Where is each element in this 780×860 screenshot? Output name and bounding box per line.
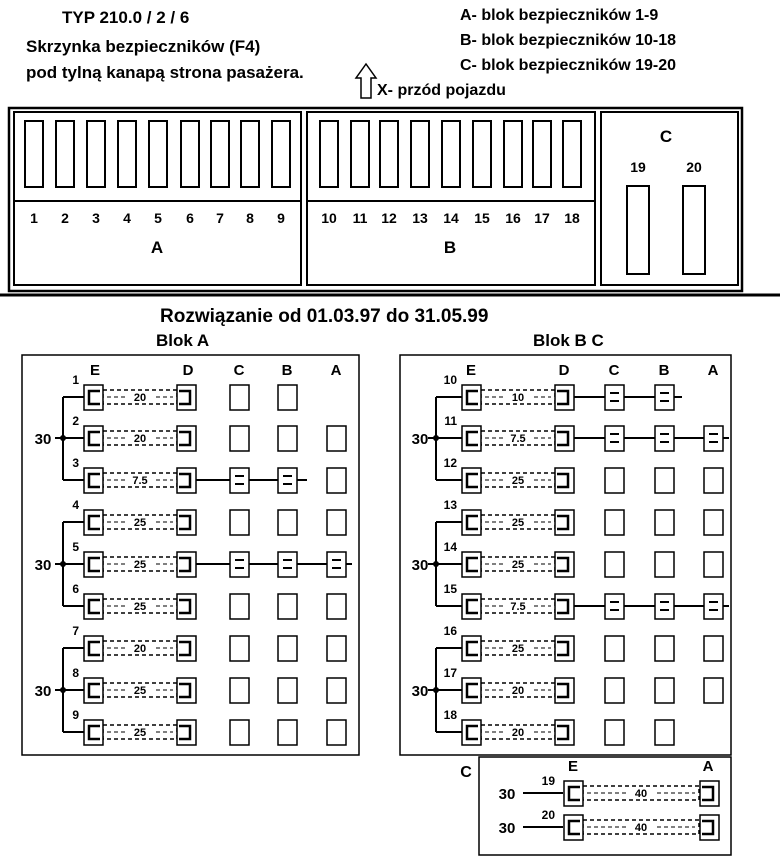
fuse-11	[481, 431, 555, 445]
column-header-e: E	[567, 758, 579, 775]
fuse-row-20	[499, 808, 719, 840]
fuse-number: 19	[541, 774, 555, 788]
block-b-label: B	[443, 238, 457, 257]
panel-block-a	[22, 355, 359, 755]
socket-e	[84, 385, 103, 410]
column-header-b: B	[658, 362, 670, 379]
socket-d	[700, 815, 719, 840]
fuse-number: 14	[443, 540, 457, 554]
fuse-row-19	[499, 774, 719, 806]
fuse-rating: 25	[511, 559, 525, 571]
slot-number-6: 6	[186, 210, 194, 226]
slot-c-bridged	[230, 552, 249, 577]
fuse-number: 5	[72, 540, 79, 554]
slot-fuse-10	[320, 121, 338, 187]
slot-fuse-15	[473, 121, 491, 187]
feed-label-30: 30	[498, 786, 516, 803]
fuse-row-4	[63, 498, 346, 535]
socket-e	[84, 636, 103, 661]
slot-fuse-12	[380, 121, 398, 187]
slot-b	[278, 720, 297, 745]
socket-e	[84, 594, 103, 619]
slot-number-15: 15	[474, 210, 490, 226]
slot-c	[230, 678, 249, 703]
fuse-row-13	[436, 498, 723, 535]
slot-number-16: 16	[505, 210, 521, 226]
slot-b	[278, 426, 297, 451]
fuse-number: 8	[72, 666, 79, 680]
slot-c	[605, 636, 624, 661]
slot-c-bridged	[605, 426, 624, 451]
socket-e	[462, 552, 481, 577]
fuse-1	[103, 390, 177, 404]
column-header-c: C	[608, 362, 620, 379]
fuse-rating: 25	[133, 685, 147, 697]
fuse-row-3	[63, 456, 346, 493]
socket-d	[555, 468, 574, 493]
slot-c	[605, 678, 624, 703]
fuse-15	[481, 599, 555, 613]
fuse-rating: 25	[133, 727, 147, 739]
fuse-row-7	[63, 624, 346, 661]
fuse-number: 15	[443, 582, 457, 596]
panel-c-label: C	[460, 764, 472, 781]
slot-c	[230, 594, 249, 619]
slot-fuse-14	[442, 121, 460, 187]
slot-b	[278, 678, 297, 703]
fuse-5	[103, 557, 177, 571]
slot-fuse-20	[683, 186, 705, 274]
socket-d	[555, 552, 574, 577]
panel-c-outline	[479, 757, 731, 855]
slot-number-14: 14	[443, 210, 459, 226]
slot-fuse-2	[56, 121, 74, 187]
socket-d	[177, 594, 196, 619]
slot-a	[327, 636, 346, 661]
socket-d	[700, 781, 719, 806]
socket-d	[555, 678, 574, 703]
column-header-b: B	[281, 362, 293, 379]
panel-bc-title: Blok B C	[533, 331, 604, 350]
fuse-row-16	[436, 624, 723, 661]
feed-label-30: 30	[411, 557, 429, 574]
slot-a-bridged	[704, 426, 723, 451]
slot-a	[704, 510, 723, 535]
socket-e	[84, 678, 103, 703]
slot-number-20: 20	[686, 159, 702, 175]
feed-label-30: 30	[498, 820, 516, 837]
fuse-12	[481, 473, 555, 487]
slot-fuse-4	[118, 121, 136, 187]
fuse-number: 4	[72, 498, 79, 512]
block-a-label: A	[150, 238, 164, 257]
socket-e	[84, 468, 103, 493]
socket-d	[177, 678, 196, 703]
slot-a	[327, 678, 346, 703]
slot-number-3: 3	[92, 210, 100, 226]
slot-fuse-6	[181, 121, 199, 187]
slot-b-bridged	[278, 468, 297, 493]
socket-e	[462, 720, 481, 745]
socket-d	[555, 385, 574, 410]
fuse-number: 13	[443, 498, 457, 512]
slot-b	[278, 385, 297, 410]
slot-b	[655, 552, 674, 577]
slot-fuse-8	[241, 121, 259, 187]
box-location-line1: Skrzynka bezpieczników (F4)	[26, 37, 261, 56]
fuse-rating: 20	[511, 685, 525, 697]
fuse-number: 10	[443, 373, 457, 387]
slot-number-19: 19	[630, 159, 646, 175]
fuse-3	[103, 473, 177, 487]
slot-a	[327, 510, 346, 535]
slot-b	[655, 720, 674, 745]
front-arrow-icon	[356, 64, 376, 98]
slot-number-13: 13	[412, 210, 428, 226]
slot-c	[230, 426, 249, 451]
socket-e	[564, 815, 583, 840]
fuse-6	[103, 599, 177, 613]
slot-number-4: 4	[123, 210, 131, 226]
socket-e	[462, 426, 481, 451]
slot-b	[278, 510, 297, 535]
fuse-20	[583, 820, 699, 834]
fuse-rating: 10	[511, 392, 525, 404]
column-header-a: A	[330, 362, 342, 379]
slot-c	[605, 468, 624, 493]
fuse-row-17	[436, 666, 723, 703]
fuse-rating: 20	[133, 433, 147, 445]
slot-a	[327, 468, 346, 493]
socket-d	[177, 636, 196, 661]
slot-fuse-13	[411, 121, 429, 187]
fuse-rating: 20	[511, 727, 525, 739]
solution-title: Rozwiązanie od 01.03.97 do 31.05.99	[160, 306, 489, 327]
fuse-16	[481, 641, 555, 655]
fuse-number: 12	[443, 456, 457, 470]
slot-c-bridged	[230, 468, 249, 493]
socket-e	[462, 510, 481, 535]
socket-d	[555, 594, 574, 619]
slot-number-12: 12	[381, 210, 397, 226]
slot-b	[655, 468, 674, 493]
fuse-rating: 40	[634, 822, 648, 834]
feed-label-30: 30	[34, 557, 52, 574]
slot-fuse-11	[351, 121, 369, 187]
fuse-row-2	[63, 414, 346, 451]
column-header-e: E	[465, 362, 477, 379]
socket-e	[84, 552, 103, 577]
slot-fuse-1	[25, 121, 43, 187]
slot-number-1: 1	[30, 210, 38, 226]
slot-fuse-16	[504, 121, 522, 187]
fuse-row-11	[436, 414, 729, 451]
column-header-d: D	[558, 362, 570, 379]
slot-fuse-3	[87, 121, 105, 187]
fuse-rating: 7.5	[510, 433, 526, 445]
slot-b	[655, 636, 674, 661]
socket-e	[462, 678, 481, 703]
slot-a	[327, 426, 346, 451]
slot-a-bridged	[704, 594, 723, 619]
socket-e	[462, 594, 481, 619]
fuse-rating: 7.5	[132, 475, 148, 487]
fuse-18	[481, 725, 555, 739]
legend-block-c: C- blok bezpieczników 19-20	[460, 57, 677, 74]
column-header-a: A	[702, 758, 714, 775]
legend-block-a: A- blok bezpieczników 1-9	[460, 7, 659, 24]
slot-number-18: 18	[564, 210, 580, 226]
socket-e	[564, 781, 583, 806]
slot-fuse-5	[149, 121, 167, 187]
slot-c	[230, 510, 249, 535]
socket-d	[555, 510, 574, 535]
slot-c	[230, 636, 249, 661]
fuse-number: 7	[72, 624, 79, 638]
slot-number-2: 2	[61, 210, 69, 226]
slot-number-9: 9	[277, 210, 285, 226]
fuse-10	[481, 390, 555, 404]
fuse-row-12	[436, 456, 723, 493]
slot-number-7: 7	[216, 210, 224, 226]
slot-c-bridged	[605, 385, 624, 410]
panel-block-bc	[400, 355, 731, 755]
socket-d	[177, 510, 196, 535]
fuse-row-6	[63, 582, 346, 619]
fuse-row-5	[63, 540, 352, 577]
fuse-rating: 25	[511, 643, 525, 655]
fuse-row-9	[63, 708, 346, 745]
fuse-number: 3	[72, 456, 79, 470]
slot-b	[278, 594, 297, 619]
fuse-7	[103, 641, 177, 655]
slot-fuse-18	[563, 121, 581, 187]
slot-a	[704, 468, 723, 493]
column-header-d: D	[182, 362, 194, 379]
column-header-e: E	[89, 362, 101, 379]
slot-fuse-9	[272, 121, 290, 187]
socket-d	[555, 426, 574, 451]
fuse-13	[481, 515, 555, 529]
fuse-rating: 20	[133, 643, 147, 655]
socket-e	[84, 720, 103, 745]
fuse-8	[103, 683, 177, 697]
slot-a	[327, 720, 346, 745]
slot-c	[230, 385, 249, 410]
slot-a	[327, 594, 346, 619]
fuse-number: 18	[443, 708, 457, 722]
panel-block-c	[460, 757, 731, 855]
socket-e	[84, 426, 103, 451]
fuse-number: 9	[72, 708, 79, 722]
fuse-row-15	[436, 582, 729, 619]
feed-label-30: 30	[34, 431, 52, 448]
slot-c	[605, 510, 624, 535]
slot-c	[605, 552, 624, 577]
socket-d	[177, 720, 196, 745]
slot-b-bridged	[278, 552, 297, 577]
slot-b	[655, 678, 674, 703]
column-header-c: C	[233, 362, 245, 379]
fuse-2	[103, 431, 177, 445]
slot-b-bridged	[655, 426, 674, 451]
slot-number-11: 11	[352, 210, 368, 226]
column-header-a: A	[707, 362, 719, 379]
socket-d	[555, 720, 574, 745]
socket-d	[555, 636, 574, 661]
socket-d	[177, 468, 196, 493]
fuse-rating: 40	[634, 788, 648, 800]
slot-number-5: 5	[154, 210, 162, 226]
fuse-box-overview	[9, 108, 742, 291]
fuse-19	[583, 786, 699, 800]
slot-fuse-19	[627, 186, 649, 274]
fuse-row-8	[63, 666, 346, 703]
slot-a	[704, 678, 723, 703]
model-code: TYP 210.0 / 2 / 6	[62, 8, 190, 27]
fuse-17	[481, 683, 555, 697]
fuse-4	[103, 515, 177, 529]
socket-d	[177, 552, 196, 577]
slot-c-bridged	[605, 594, 624, 619]
panel-a-title: Blok A	[156, 331, 210, 350]
slot-c	[230, 720, 249, 745]
feed-label-30: 30	[411, 431, 429, 448]
fuse-number: 20	[541, 808, 555, 822]
fuse-number: 17	[443, 666, 457, 680]
slot-a	[704, 552, 723, 577]
slot-number-10: 10	[321, 210, 337, 226]
fuse-row-14	[436, 540, 723, 577]
socket-d	[177, 426, 196, 451]
fuse-rating: 20	[133, 392, 147, 404]
fuse-rating: 25	[133, 601, 147, 613]
fuse-rating: 7.5	[510, 601, 526, 613]
fuse-9	[103, 725, 177, 739]
slot-fuse-7	[211, 121, 229, 187]
fuse-rating: 25	[133, 517, 147, 529]
socket-e	[462, 636, 481, 661]
fuse-number: 2	[72, 414, 79, 428]
fuse-number: 6	[72, 582, 79, 596]
socket-e	[84, 510, 103, 535]
slot-b	[655, 510, 674, 535]
slot-number-8: 8	[246, 210, 254, 226]
feed-label-30: 30	[34, 683, 52, 700]
slot-b-bridged	[655, 385, 674, 410]
block-c-label: C	[659, 127, 673, 146]
block-a-outline	[14, 112, 301, 285]
front-direction-note: X- przód pojazdu	[377, 82, 506, 99]
slot-c	[605, 720, 624, 745]
socket-e	[462, 468, 481, 493]
slot-fuse-17	[533, 121, 551, 187]
slot-a	[704, 636, 723, 661]
fuse-row-18	[436, 708, 674, 745]
fuse-rating: 25	[133, 559, 147, 571]
fuse-14	[481, 557, 555, 571]
feed-label-30: 30	[411, 683, 429, 700]
socket-d	[177, 385, 196, 410]
fuse-rating: 25	[511, 517, 525, 529]
slot-b	[278, 636, 297, 661]
fuse-number: 16	[443, 624, 457, 638]
fuse-rating: 25	[511, 475, 525, 487]
socket-e	[462, 385, 481, 410]
slot-number-17: 17	[534, 210, 550, 226]
box-location-line2: pod tylną kanapą strona pasażera.	[26, 63, 304, 82]
slot-a-bridged	[327, 552, 346, 577]
slot-b-bridged	[655, 594, 674, 619]
legend-block-b: B- blok bezpieczników 10-18	[460, 32, 677, 49]
fuse-number: 1	[72, 373, 79, 387]
fuse-number: 11	[444, 414, 457, 428]
